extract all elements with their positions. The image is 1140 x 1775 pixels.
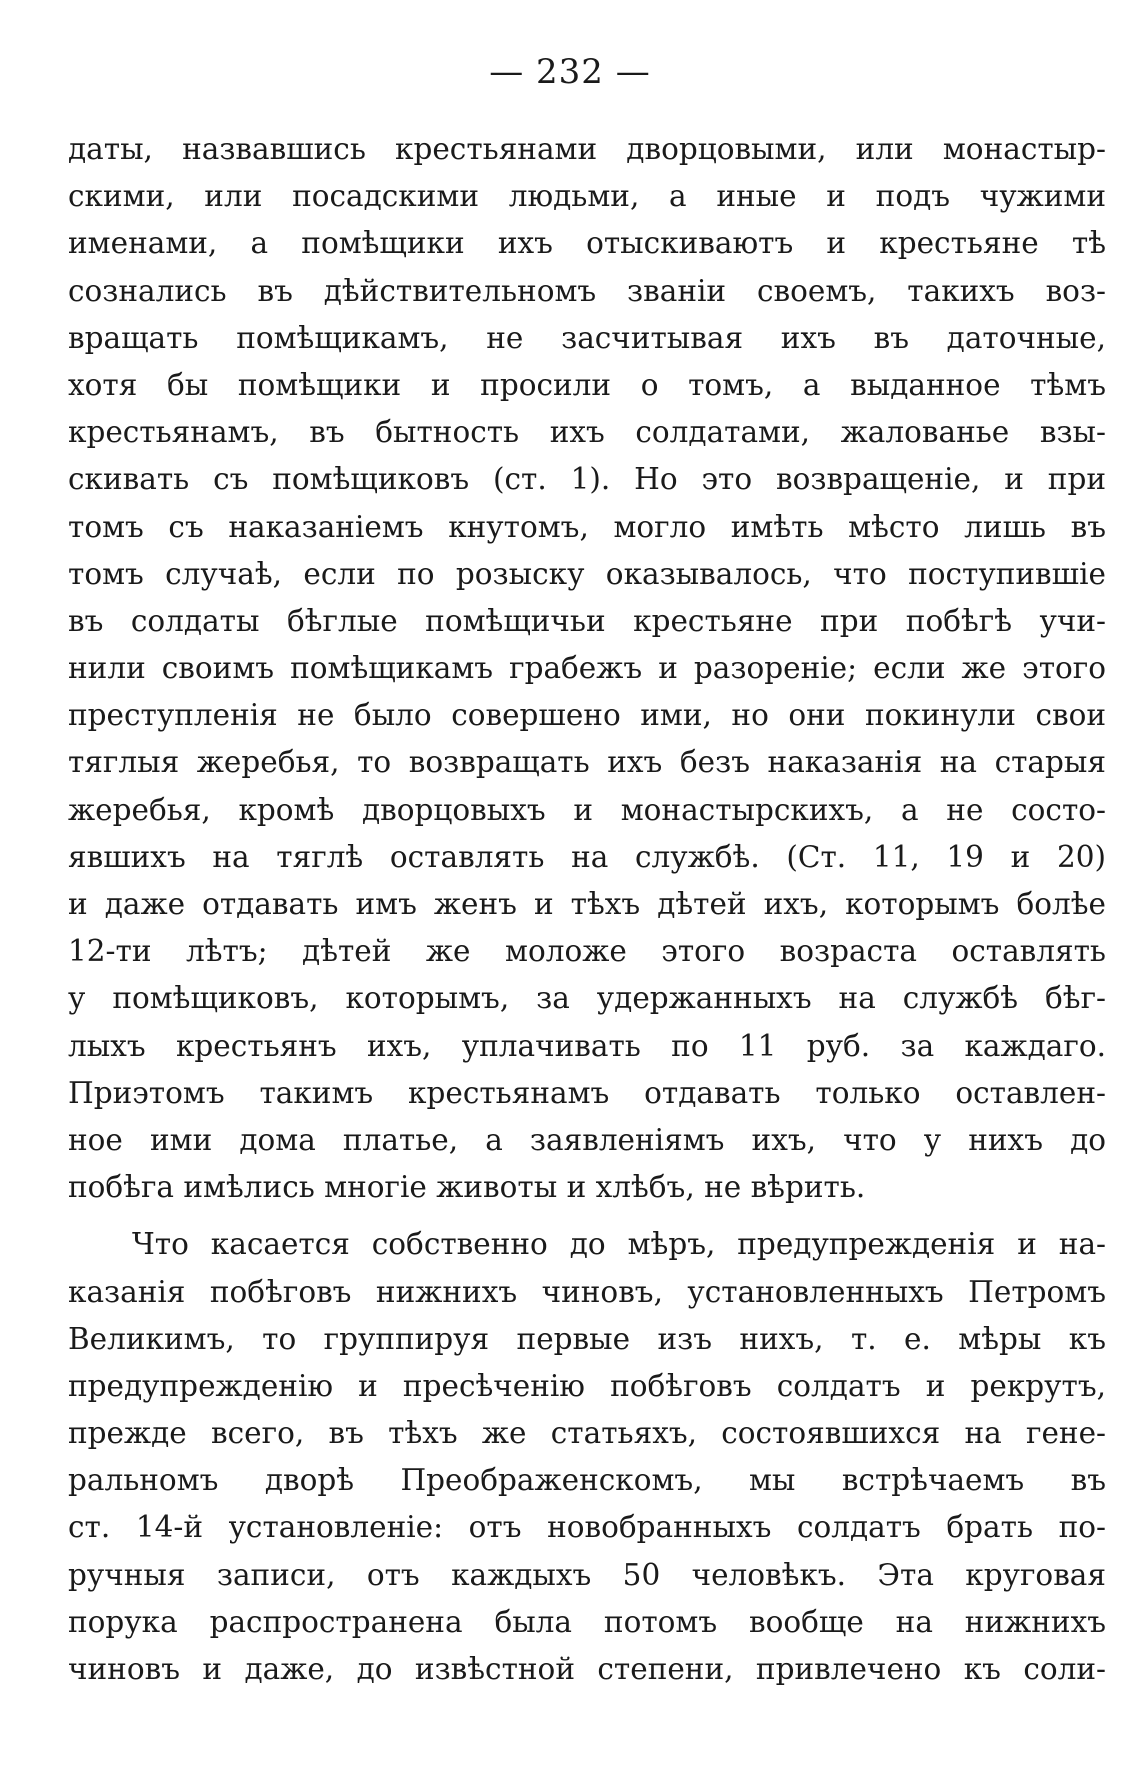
- text-line: ральномъ дворѣ Преображенскомъ, мы встрѣчаемъ въ: [68, 1463, 1106, 1498]
- paragraph-2: [68, 1221, 1106, 1693]
- text-line: и даже отдавать имъ женъ и тѣхъ дѣтей ихъ, которымъ болѣе: [68, 887, 1106, 921]
- text-line: предупрежденію и пресѣченію побѣговъ солдатъ и рекрутъ,: [68, 1368, 1106, 1403]
- text-line: даты, назвавшись крестьянами дворцовыми, или монастыр-: [68, 132, 1106, 166]
- text-line: томъ съ наказаніемъ кнутомъ, могло имѣть мѣсто лишь въ: [68, 509, 1106, 544]
- text-line: 12-ти лѣтъ; дѣтей же моложе этого возраста оставлять: [68, 934, 1106, 969]
- text-line: крестьянамъ, въ бытность ихъ солдатами, жалованье взы-: [68, 415, 1106, 450]
- text-line: преступленія не было совершено ими, но они покинули свои: [68, 698, 1106, 733]
- text-line: ное ими дома платье, а заявленіямъ ихъ, что у нихъ до: [68, 1122, 1106, 1157]
- text-line: прежде всего, въ тѣхъ же статьяхъ, состоявшихся на гене-: [68, 1416, 1106, 1451]
- text-line: жеребья, кромѣ дворцовыхъ и монастырскихъ, а не состо-: [68, 792, 1106, 827]
- text-line: нили своимъ помѣщикамъ грабежъ и разореніе; если же этого: [68, 651, 1106, 686]
- text-line: Великимъ, то группируя первые изъ нихъ, т. е. мѣры къ: [68, 1321, 1106, 1356]
- text-line: порука распространена была потомъ вообще на нижнихъ: [68, 1604, 1106, 1639]
- text-line: чиновъ и даже, до извѣстной степени, привлечено къ соли-: [68, 1652, 1106, 1686]
- text-line: хотя бы помѣщики и просили о томъ, а выданное тѣмъ: [68, 367, 1106, 402]
- text-line: Что касается собственно до мѣръ, предупрежденія и на-: [132, 1227, 1106, 1262]
- text-line: тяглыя жеребья, то возвращать ихъ безъ наказанія на старыя: [68, 745, 1106, 780]
- text-line: у помѣщиковъ, которымъ, за удержанныхъ на службѣ бѣг-: [68, 981, 1106, 1016]
- text-line: ручныя записи, отъ каждыхъ 50 человѣкъ. Эта круговая: [68, 1557, 1106, 1592]
- text-line: именами, а помѣщики ихъ отыскиваютъ и крестьяне тѣ: [68, 226, 1106, 261]
- text-line: томъ случаѣ, если по розыску оказывалось, что поступившіе: [68, 556, 1106, 591]
- page-number: — 232 —: [489, 52, 651, 92]
- text-line: побѣга имѣлись многіе животы и хлѣбъ, не вѣрить.: [68, 1170, 866, 1205]
- text-line: лыхъ крестьянъ ихъ, уплачивать по 11 руб. за каждаго.: [68, 1028, 1106, 1063]
- paragraph-1: [68, 126, 1106, 1211]
- paragraph-gap: [68, 1211, 1106, 1221]
- text-line: вращать помѣщикамъ, не засчитывая ихъ въ даточные,: [68, 320, 1106, 355]
- text-line: явшихъ на тяглѣ оставлять на службѣ. (Ст. 11, 19 и 20): [68, 839, 1106, 874]
- text-line: ст. 14-й установленіе: отъ новобранныхъ солдатъ брать по-: [68, 1510, 1106, 1545]
- text-line: Приэтомъ такимъ крестьянамъ отдавать только оставлен-: [68, 1075, 1106, 1110]
- text-line: скивать съ помѣщиковъ (ст. 1). Но это возвращеніе, и при: [68, 462, 1106, 497]
- body-text: [68, 126, 1106, 1693]
- text-line: казанія побѣговъ нижнихъ чиновъ, установленныхъ Петромъ: [68, 1274, 1106, 1309]
- text-line: скими, или посадскими людьми, а иные и подъ чужими: [68, 179, 1106, 214]
- text-line: сознались въ дѣйствительномъ званіи своемъ, такихъ воз-: [68, 273, 1106, 308]
- text-line: въ солдаты бѣглые помѣщичьи крестьяне при побѣгѣ учи-: [68, 603, 1106, 638]
